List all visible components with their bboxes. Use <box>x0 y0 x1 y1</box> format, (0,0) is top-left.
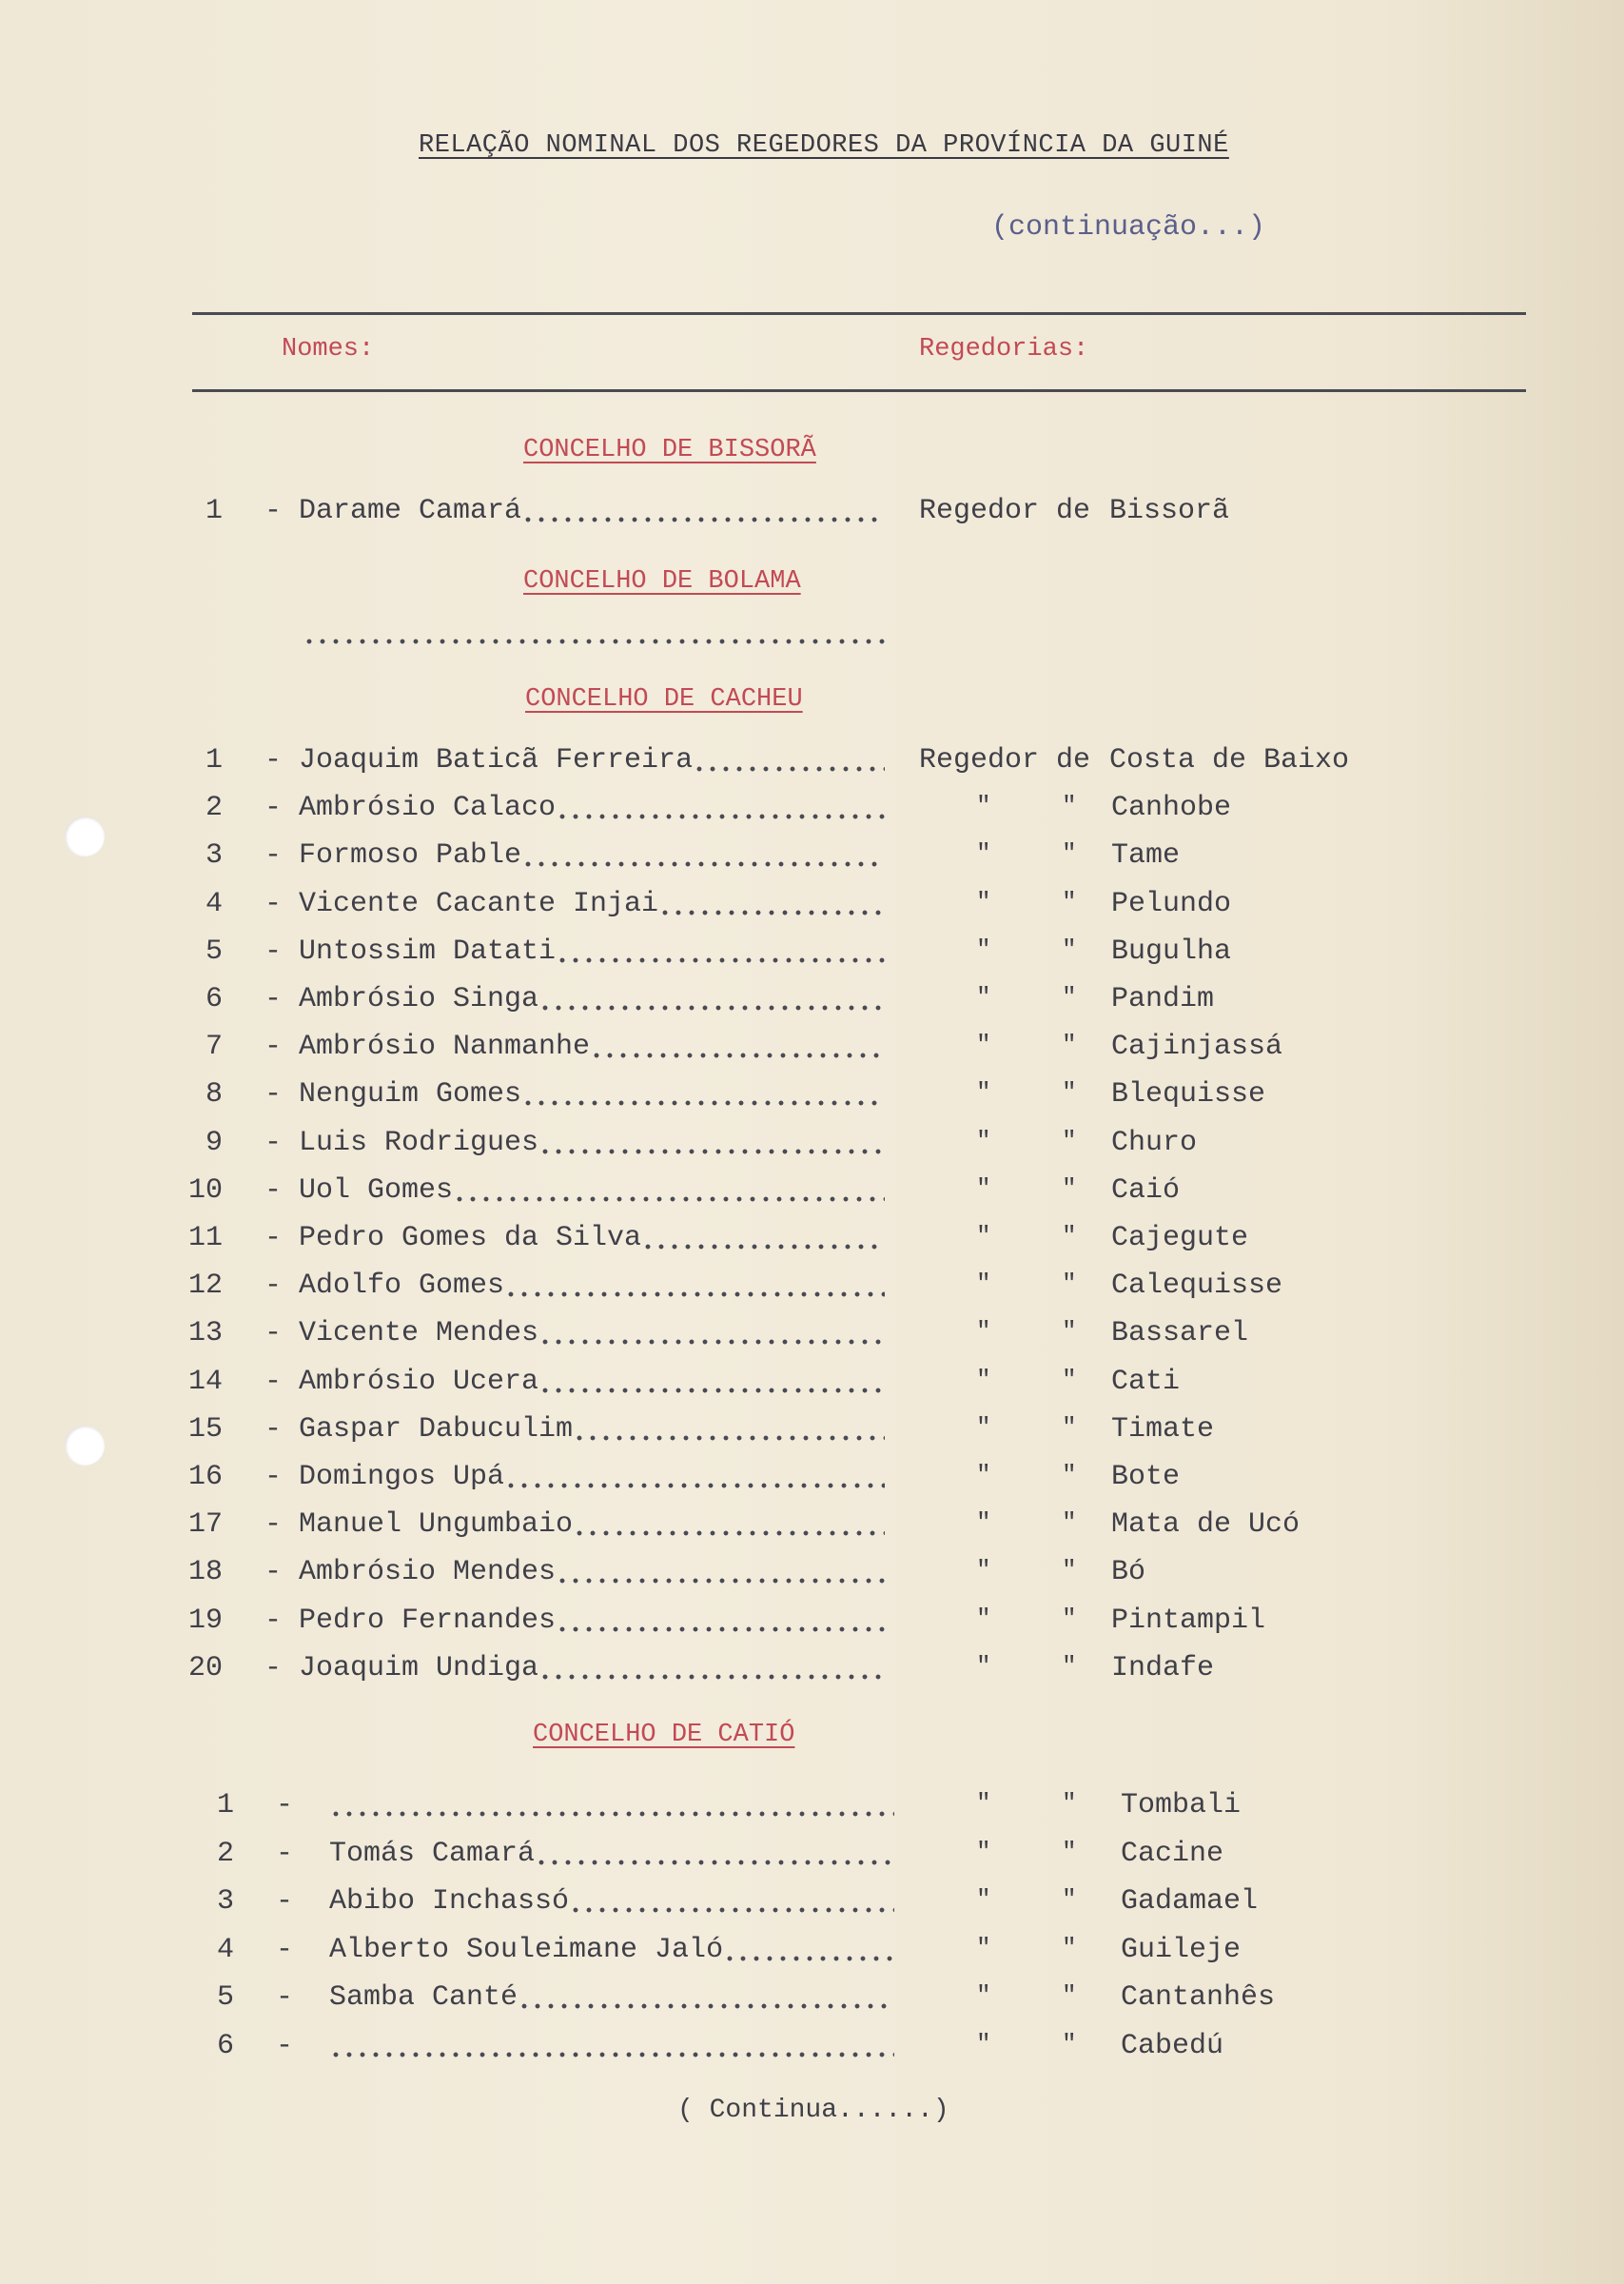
regedor-name: Luis Rodrigues <box>299 1126 539 1159</box>
entry-dash: - <box>264 1270 283 1303</box>
ditto-mark: " <box>976 1412 991 1442</box>
entry-number: 18 <box>187 1556 223 1589</box>
entry-number: 5 <box>216 1981 234 2014</box>
ditto-mark: " <box>976 792 991 821</box>
entry-number: 14 <box>187 1365 223 1398</box>
header-rule-top <box>192 312 1526 315</box>
ditto-mark: " <box>1062 983 1077 1012</box>
ditto-mark: " <box>976 1651 991 1681</box>
column-header-nomes: Nomes: <box>282 335 375 364</box>
ditto-mark: " <box>976 1837 991 1866</box>
regedoria-place: Timate <box>1111 1412 1215 1446</box>
empty-entry-dots <box>303 638 885 645</box>
ditto-mark: " <box>1062 1078 1077 1108</box>
entry-dash: - <box>264 1508 283 1542</box>
entry-dash: - <box>264 1031 283 1064</box>
dot-leader <box>504 1482 885 1489</box>
entry-number: 3 <box>216 1885 234 1918</box>
entry-number: 4 <box>205 887 223 920</box>
list-item <box>0 1652 1624 1690</box>
column-header-regedorias: Regedorias: <box>919 335 1089 364</box>
entry-number: 13 <box>187 1317 223 1350</box>
ditto-mark: " <box>1062 1885 1077 1914</box>
regedor-name: Ambrósio Singa <box>299 983 539 1015</box>
entry-dash: - <box>276 1837 294 1870</box>
list-item <box>0 1366 1624 1404</box>
section-heading: CONCELHO DE BOLAMA <box>523 567 801 596</box>
list-item <box>0 1789 1624 1827</box>
ditto-mark: " <box>1062 1317 1077 1347</box>
entry-number: 1 <box>205 495 223 527</box>
regedor-name: Pedro Gomes da Silva <box>299 1222 642 1254</box>
regedor-name: Untossim Datati <box>299 935 557 968</box>
dot-leader <box>556 813 885 820</box>
entry-dash: - <box>264 744 283 777</box>
ditto-mark: " <box>976 983 991 1012</box>
ditto-mark: " <box>1062 1031 1077 1060</box>
ditto-mark: " <box>1062 1651 1077 1681</box>
ditto-mark: " <box>1062 1933 1077 1962</box>
ditto-mark: " <box>1062 1604 1077 1633</box>
regedor-label: Regedor de <box>919 744 1091 777</box>
regedoria-place: Bissorã <box>1109 495 1230 527</box>
dot-leader <box>521 860 885 868</box>
list-item <box>0 2030 1624 2068</box>
list-item <box>0 1885 1624 1923</box>
dot-leader <box>504 1290 885 1298</box>
regedor-name: Nenguim Gomes <box>299 1078 522 1112</box>
entry-dash: - <box>264 1126 283 1159</box>
ditto-mark: " <box>1062 1461 1077 1489</box>
entry-number: 10 <box>187 1173 223 1207</box>
dot-leader <box>521 516 885 523</box>
entry-dash: - <box>264 887 283 920</box>
regedoria-place: Tombali <box>1121 1789 1242 1821</box>
regedor-name: Ambrósio Mendes <box>299 1556 557 1589</box>
list-item <box>0 1127 1624 1165</box>
ditto-mark: " <box>976 1885 991 1914</box>
entry-dash: - <box>264 1365 283 1398</box>
list-item <box>0 983 1624 1021</box>
regedoria-place: Indafe <box>1111 1651 1215 1684</box>
ditto-mark: " <box>1062 935 1077 964</box>
entry-dash: - <box>264 1173 283 1207</box>
ditto-mark: " <box>976 1933 991 1962</box>
list-item <box>0 1174 1624 1212</box>
entry-dash: - <box>264 792 283 825</box>
ditto-mark: " <box>1062 1837 1077 1866</box>
dot-leader <box>556 956 885 964</box>
entry-number: 1 <box>205 744 223 777</box>
list-item <box>0 1508 1624 1546</box>
ditto-mark: " <box>976 1031 991 1060</box>
list-item <box>0 495 1624 533</box>
regedor-name: Joaquim Baticã Ferreira <box>299 744 694 777</box>
entry-number: 5 <box>205 935 223 968</box>
entry-number: 2 <box>205 792 223 825</box>
entry-number: 15 <box>187 1412 223 1446</box>
entry-dash: - <box>264 983 283 1015</box>
ditto-mark: " <box>976 1222 991 1250</box>
list-item <box>0 1605 1624 1643</box>
document-title: RELAÇÃO NOMINAL DOS REGEDORES DA PROVÍNCIA DA GUINÉ <box>419 131 1229 160</box>
list-item <box>0 839 1624 877</box>
regedor-name: Joaquim Undiga <box>299 1651 539 1684</box>
ditto-mark: " <box>1062 1789 1077 1818</box>
ditto-mark: " <box>1062 1556 1077 1585</box>
regedor-name: Ambrósio Calaco <box>299 792 557 825</box>
ditto-mark: " <box>976 1556 991 1585</box>
list-item <box>0 1461 1624 1499</box>
regedor-name: Vicente Cacante Injai <box>299 887 659 920</box>
regedoria-place: Cabedú <box>1121 2029 1224 2062</box>
entry-dash: - <box>264 1222 283 1254</box>
dot-leader <box>573 1529 885 1537</box>
entry-number: 19 <box>187 1604 223 1637</box>
list-item <box>0 1317 1624 1355</box>
ditto-mark: " <box>1062 887 1077 916</box>
ditto-mark: " <box>976 1508 991 1538</box>
ditto-mark: " <box>976 1789 991 1818</box>
list-item <box>0 1413 1624 1451</box>
dot-leader <box>538 1338 885 1346</box>
dot-leader <box>538 1673 885 1681</box>
dot-leader <box>658 909 885 916</box>
entry-number: 2 <box>216 1837 234 1870</box>
dot-leader <box>329 2051 894 2058</box>
regedoria-place: Canhobe <box>1111 792 1232 825</box>
ditto-mark: " <box>976 2029 991 2058</box>
list-item <box>0 1078 1624 1116</box>
ditto-mark: " <box>976 1365 991 1394</box>
entry-number: 11 <box>187 1222 223 1254</box>
regedor-name: Uol Gomes <box>299 1173 454 1207</box>
regedoria-place: Cajegute <box>1111 1222 1249 1254</box>
entry-dash: - <box>264 1461 283 1493</box>
regedor-name: Ambrósio Ucera <box>299 1365 539 1398</box>
regedor-name: Gaspar Dabuculim <box>299 1412 574 1446</box>
regedor-name: Formoso Pable <box>299 839 522 873</box>
dot-leader <box>556 1625 885 1633</box>
dot-leader <box>569 1906 894 1914</box>
entry-dash: - <box>264 1317 283 1350</box>
list-item <box>0 1981 1624 2019</box>
ditto-mark: " <box>1062 1981 1077 2010</box>
dot-leader <box>693 765 885 773</box>
dot-leader <box>641 1243 885 1250</box>
section-heading: CONCELHO DE BISSORÃ <box>523 436 816 464</box>
dot-leader <box>573 1434 885 1442</box>
regedoria-place: Caió <box>1111 1173 1181 1207</box>
list-item <box>0 935 1624 974</box>
entry-number: 12 <box>187 1270 223 1303</box>
ditto-mark: " <box>976 1173 991 1203</box>
dot-leader <box>590 1052 885 1059</box>
entry-dash: - <box>264 495 283 527</box>
entry-dash: - <box>264 935 283 968</box>
entry-dash: - <box>264 1556 283 1589</box>
ditto-mark: " <box>1062 1173 1077 1203</box>
continuation-note: ( Continua......) <box>677 2096 949 2125</box>
regedoria-place: Bugulha <box>1111 935 1232 968</box>
ditto-mark: " <box>1062 839 1077 869</box>
ditto-mark: " <box>976 887 991 916</box>
regedoria-place: Pelundo <box>1111 887 1232 920</box>
entry-dash: - <box>276 1933 294 1966</box>
regedor-name: Samba Canté <box>329 1981 519 2014</box>
entry-dash: - <box>264 839 283 873</box>
regedor-name: Alberto Souleimane Jaló <box>329 1933 724 1966</box>
dot-leader <box>556 1577 885 1585</box>
ditto-mark: " <box>1062 1365 1077 1394</box>
section-heading: CONCELHO DE CATIÓ <box>533 1721 795 1749</box>
regedor-label: Regedor de <box>919 495 1091 527</box>
ditto-mark: " <box>976 1078 991 1108</box>
entry-dash: - <box>276 1981 294 2014</box>
list-item <box>0 1838 1624 1876</box>
dot-leader <box>521 1099 885 1107</box>
entry-number: 17 <box>187 1508 223 1542</box>
dot-leader <box>538 1148 885 1155</box>
list-item <box>0 792 1624 830</box>
regedoria-place: Costa de Baixo <box>1109 744 1350 777</box>
list-item <box>0 888 1624 926</box>
entry-number: 7 <box>205 1031 223 1064</box>
regedor-name: Vicente Mendes <box>299 1317 539 1350</box>
regedor-name: Tomás Camará <box>329 1837 536 1870</box>
dot-leader <box>535 1859 894 1866</box>
entry-number: 6 <box>216 2029 234 2062</box>
ditto-mark: " <box>1062 1222 1077 1250</box>
entry-number: 3 <box>205 839 223 873</box>
regedoria-place: Guileje <box>1121 1933 1242 1966</box>
entry-number: 8 <box>205 1078 223 1112</box>
ditto-mark: " <box>1062 1508 1077 1538</box>
regedoria-place: Churo <box>1111 1126 1198 1159</box>
entry-number: 16 <box>187 1461 223 1493</box>
regedoria-place: Bó <box>1111 1556 1146 1589</box>
entry-dash: - <box>264 1412 283 1446</box>
ditto-mark: " <box>976 1270 991 1299</box>
document-subtitle: (continuação...) <box>991 211 1266 244</box>
ditto-mark: " <box>1062 1412 1077 1442</box>
dot-leader <box>538 1004 885 1012</box>
ditto-mark: " <box>1062 1126 1077 1155</box>
entry-dash: - <box>264 1604 283 1637</box>
section-heading: CONCELHO DE CACHEU <box>525 685 803 714</box>
regedoria-place: Tame <box>1111 839 1181 873</box>
ditto-mark: " <box>976 935 991 964</box>
ditto-mark: " <box>1062 1270 1077 1299</box>
list-item <box>0 1934 1624 1972</box>
dot-leader <box>329 1810 894 1818</box>
regedoria-place: Gadamael <box>1121 1885 1259 1918</box>
regedor-name: Adolfo Gomes <box>299 1270 505 1303</box>
regedoria-place: Bassarel <box>1111 1317 1249 1350</box>
ditto-mark: " <box>976 1981 991 2010</box>
entry-dash: - <box>264 1651 283 1684</box>
list-item <box>0 744 1624 782</box>
ditto-mark: " <box>976 1126 991 1155</box>
ditto-mark: " <box>976 1461 991 1489</box>
regedor-name: Pedro Fernandes <box>299 1604 557 1637</box>
dot-leader <box>538 1387 885 1394</box>
entry-dash: - <box>264 1078 283 1112</box>
entry-number: 9 <box>205 1126 223 1159</box>
entry-dash: - <box>276 2029 294 2062</box>
regedoria-place: Calequisse <box>1111 1270 1283 1303</box>
list-item <box>0 1556 1624 1594</box>
list-item <box>0 1270 1624 1308</box>
header-rule-bottom <box>192 389 1526 392</box>
dot-leader <box>723 1955 894 1962</box>
dot-leader <box>453 1195 885 1203</box>
regedor-name: Manuel Ungumbaio <box>299 1508 574 1542</box>
ditto-mark: " <box>976 1317 991 1347</box>
regedoria-place: Mata de Ucó <box>1111 1508 1301 1542</box>
ditto-mark: " <box>976 839 991 869</box>
regedoria-place: Pintampil <box>1111 1604 1266 1637</box>
entry-number: 4 <box>216 1933 234 1966</box>
regedoria-place: Cati <box>1111 1365 1181 1398</box>
regedoria-place: Cajinjassá <box>1111 1031 1283 1064</box>
entry-number: 1 <box>216 1789 234 1821</box>
regedoria-place: Cacine <box>1121 1837 1224 1870</box>
entry-number: 6 <box>205 983 223 1015</box>
ditto-mark: " <box>1062 2029 1077 2058</box>
regedor-name: Ambrósio Nanmanhe <box>299 1031 591 1064</box>
entry-dash: - <box>276 1885 294 1918</box>
regedor-name: Darame Camará <box>299 495 522 527</box>
list-item <box>0 1031 1624 1069</box>
regedoria-place: Pandim <box>1111 983 1215 1015</box>
entry-dash: - <box>276 1789 294 1821</box>
entry-number: 20 <box>187 1651 223 1684</box>
ditto-mark: " <box>1062 792 1077 821</box>
dot-leader <box>518 2002 894 2010</box>
regedoria-place: Bote <box>1111 1461 1181 1493</box>
regedoria-place: Cantanhês <box>1121 1981 1276 2014</box>
regedoria-place: Blequisse <box>1111 1078 1266 1112</box>
regedor-name: Domingos Upá <box>299 1461 505 1493</box>
ditto-mark: " <box>976 1604 991 1633</box>
list-item <box>0 1222 1624 1260</box>
regedor-name: Abibo Inchassó <box>329 1885 570 1918</box>
